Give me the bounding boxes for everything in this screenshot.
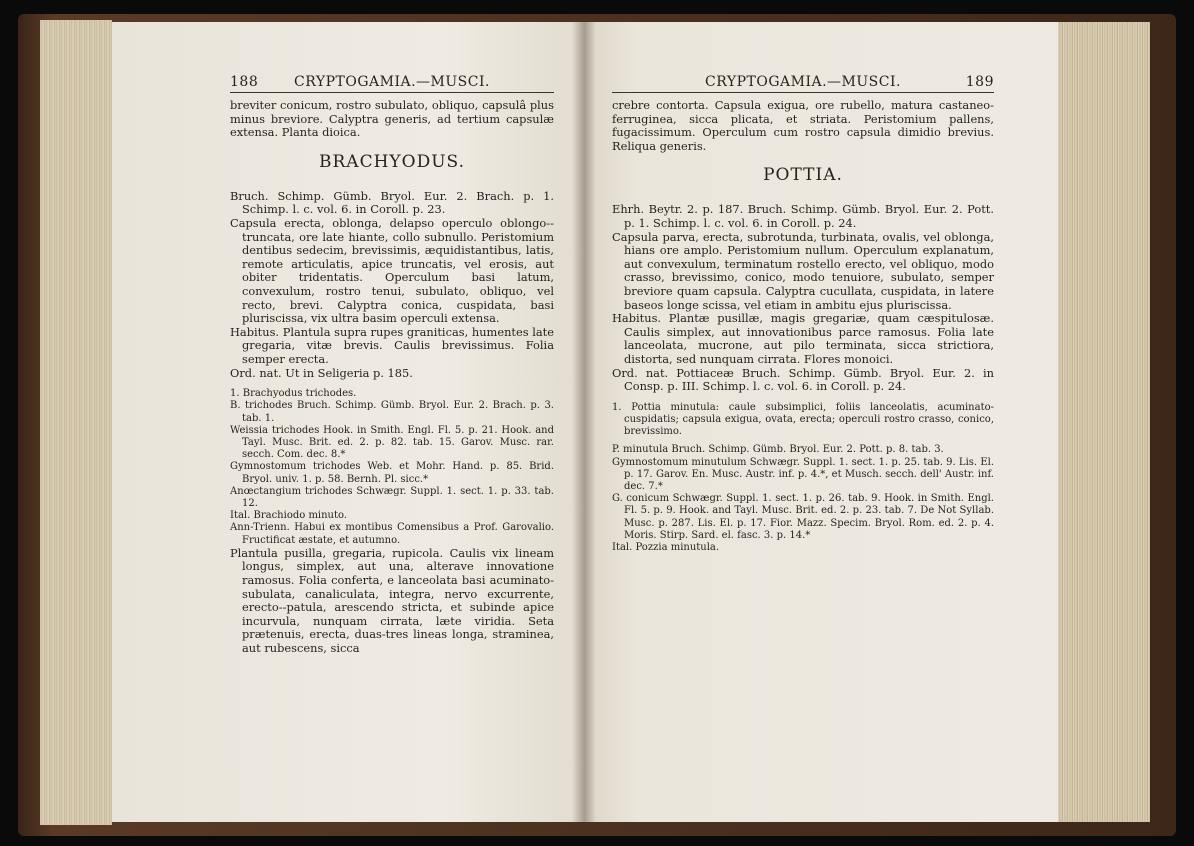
order-text: Ord. nat. Pottiaceæ Bruch. Schimp. Gümb. Bryol. Eur. 2. in Consp. p. III. Schimp. l. c. vol. 6. in Coroll. p. 24. (612, 365, 994, 394)
left-head-title: CRYPTOGAMIA.—MUSCI. (294, 74, 490, 90)
genus-reference: Ehrh. Beytr. 2. p. 187. Bruch. Schimp. Gümb. Bryol. Eur. 2. Pott. p. 1. Schimp. l. c. vol. 6. in Coroll. p. 24. (612, 202, 994, 230)
species-heading: 1. Brachyodus trichodes. (230, 388, 357, 400)
right-running-head (612, 74, 994, 93)
left-page (112, 22, 584, 822)
habitus-text: Habitus. Plantæ pusillæ, magis gregariæ, quam cæspitulosæ. Caulis simplex, aut innovationibus parce ramosus. Folia late lanceolata, mucrone, aut pilo terminata, sicca strictiora, distorta, sed nunquam cirrata. Flores monoici. (612, 311, 994, 366)
genus-description: Capsula parva, erecta, subrotunda, turbinata, ovalis, vel oblonga, hians ore amplo. Peristomium nullum. Operculum explanatum, aut convexulum, terminatum rostello erecto, vel obliquo, modo crasso, brevissimo, conico, modo tenuiore, subulato, semper breviore quam capsula. Calyptra cucullata, cuspidata, in latere baseos longe scissa, vel etiam in ambitu ejus pluriscissa. (612, 229, 994, 312)
right-page-number: 189 (965, 74, 994, 90)
italian-name: Ital. Pozzia minutula. (612, 541, 720, 553)
left-page-number: 188 (230, 74, 259, 90)
right-head-title: CRYPTOGAMIA.—MUSCI. (705, 74, 901, 90)
order-text: Ord. nat. Ut in Seligeria p. 185. (230, 365, 413, 380)
synonym-line: G. conicum Schwægr. Suppl. 1. sect. 1. p. 26. tab. 9. Hook. in Smith. Engl. Fl. 5. p. 9. Hook. and Tayl. Musc. Brit. ed. 2. p. 23. tab. 7. De Not Syllab. Musc. p. 287. Lis. El. p. 17. Fior. Mazz. Specim. Bryol. Rom. ed. 2. p. 4. Moris. Stirp. Sard. el. fasc. 3. p. 14.* (612, 493, 994, 541)
genus-description: Capsula erecta, oblonga, delapso operculo oblongo--truncata, ore late hiante, collo subnullo. Peristomium dentibus sedecim, brevissimis, æquidistantibus, latis, remote articulatis, apice truncatis, vel erosis, aut obiter tridentatis. Operculum basi latum, convexulum, rostro tenui, subulato, obliquo, vel recto, brevi. Calyptra conica, cuspidata, basi pluriscissa, vix ultra basim operculi extensa. (230, 215, 554, 326)
right-page (584, 22, 1058, 822)
left-running-head (230, 74, 554, 93)
synonym-line: Weissia trichodes Hook. in Smith. Engl. Fl. 5. p. 21. Hook. and Tayl. Musc. Brit. ed. 2. p. 82. tab. 15. Garov. Musc. rar. secch. Com. dec. 8.* (230, 424, 554, 461)
synonym-line: Gymnostomum minutulum Schwægr. Suppl. 1. sect. 1. p. 25. tab. 9. Lis. El. p. 17. Garov. En. Musc. Austr. inf. p. 4.*, et Musch. secch. dell' Austr. inf. dec. 7.* (612, 456, 994, 492)
plant-description: Plantula pusilla, gregaria, rupicola. Caulis vix lineam longus, simplex, aut una, alterave innovatione ramosus. Folia conferta, e lanceolata basi acuminato-subulata, canaliculata, integra, nervo excurrente, erecto--patula, arescendo stricta, et subinde apice incurvula, nunquam cirrata, læte viridia. Seta prætenuis, erecta, duas-tres lineas longa, straminea, aut rubescens, sicca (230, 545, 554, 655)
habitus-text: Habitus. Plantula supra rupes graniticas, humentes late gregaria, vitæ brevis. Caulis brevissimus. Folia semper erecta. (230, 324, 554, 366)
section-title-pottia: POTTIA. (763, 165, 843, 186)
synonym-line: B. trichodes Bruch. Schimp. Gümb. Bryol. Eur. 2. Brach. p. 3. tab. 1. (230, 400, 554, 424)
synonym-line: Gymnostomum trichodes Web. et Mohr. Hand. p. 85. Brid. Bryol. univ. 1. p. 58. Bernh. Pl. sicc.* (230, 461, 554, 485)
locality-text: Ann-Trienn. Habui ex montibus Comensibus a Prof. Garovalio. Fructificat æstate, et autumno. (230, 522, 554, 546)
synonym-line: P. minutula Bruch. Schimp. Gümb. Bryol. Eur. 2. Pott. p. 8. tab. 3. (612, 444, 944, 456)
right-page-edges (1058, 22, 1150, 822)
synonym-line: Anœctangium trichodes Schwægr. Suppl. 1. sect. 1. p. 33. tab. 12. (230, 485, 554, 509)
genus-reference: Bruch. Schimp. Gümb. Bryol. Eur. 2. Brach. p. 1. Schimp. l. c. vol. 6. in Coroll. p. 23. (230, 188, 554, 217)
italian-name: Ital. Brachiodo minuto. (230, 510, 348, 522)
right-intro: crebre contorta. Capsula exigua, ore rubello, matura castaneo-ferruginea, sicca plicata, et striata. Peristomium pallens, fugacissimum. Operculum cum rostro capsula dimidio brevius. Reliqua generis. (612, 98, 994, 153)
left-page-edges (40, 20, 112, 825)
book-gutter (572, 22, 596, 822)
section-title-brachyodus: BRACHYODUS. (319, 151, 465, 172)
species-heading: 1. Pottia minutula: caule subsimplici, foliis lanceolatis, acuminato-cuspidatis; capsula exigua, ovata, erecta; operculi rostro crasso, conico, brevissimo. (612, 401, 994, 438)
left-intro: breviter conicum, rostro subulato, obliquo, capsulâ plus minus breviore. Calyptra generis, ad tertium capsulæ extensa. Planta dioica. (230, 98, 554, 140)
